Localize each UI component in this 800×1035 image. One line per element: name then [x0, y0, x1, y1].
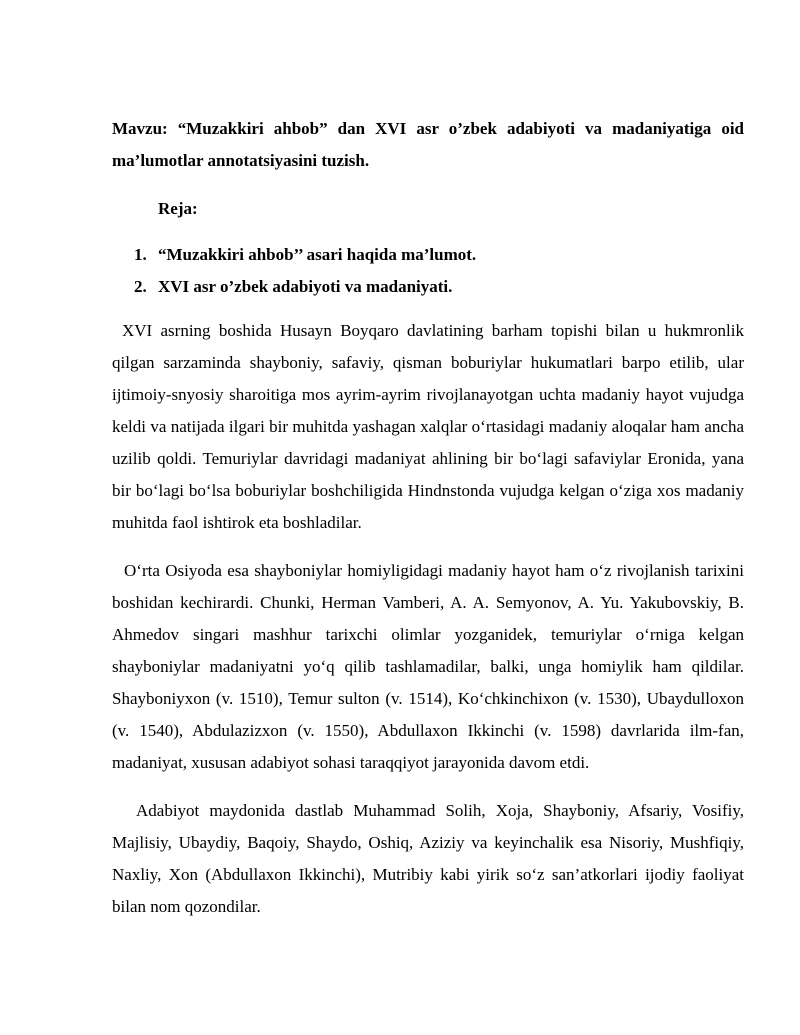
body-paragraph: Adabiyot maydonida dastlab Muhammad Solih, Xoja, Shayboniy, Afsariy, Vosifiy, Majlisiy, Ubaydiy, Baqoiy, Shaydo, Oshiq, Aziziy va keyinchalik esa Nisoriy, Mushfiqiy, Naxliy, Xon (Abdullaxon Ikkinchi), Mutribiy kabi yirik so‘z san’atkorlari ijodiy faoliyat bilan nom qozondilar.: [112, 801, 744, 916]
plan-list: [112, 239, 744, 303]
plan-item-text: XVI asr o’zbek adabiyoti va madaniyati.: [158, 277, 453, 296]
plan-item-text: “Muzakkiri ahbob’’ asari haqida ma’lumot.: [158, 245, 477, 264]
document-title: Mavzu: “Muzakkiri ahbob” dan XVI asr o’zbek adabiyoti va madaniyatiga oid ma’lumotlar annotatsiyasini tuzish.: [112, 119, 744, 170]
plan-item-number: 1.: [134, 245, 147, 264]
plan-heading: Reja:: [158, 199, 198, 218]
body-paragraph: O‘rta Osiyoda esa shayboniylar homiyligidagi madaniy hayot ham o‘z rivojlanish tarixini boshidan kechirardi. Chunki, Herman Vamberi, A. A. Semyonov, A. Yu. Yakubovskiy, B. Ahmedov singari mashhur tarixchi olimlar yozganidek, temuriylar o‘rniga kelgan shayboniylar madaniyatni yo‘q qilib tashlamadilar, balki, unga homiylik ham qildilar. Shayboniyxon (v. 1510), Temur sulton (v. 1514), Ko‘chkinchixon (v. 1530), Ubaydulloxon (v. 1540), Abdulazizxon (v. 1550), Abdullaxon Ikkinchi (v. 1598) davrlarida ilm-fan, madaniyat, xususan adabiyot sohasi taraqqiyot jarayonida davom etdi.: [112, 561, 744, 772]
plan-item-number: 2.: [134, 277, 147, 296]
document-page: [112, 113, 744, 923]
plan-item: [112, 239, 744, 271]
body-paragraph: XVI asrning boshida Husayn Boyqaro davlatining barham topishi bilan u hukmronlik qilgan sarzaminda shayboniy, safaviy, qisman boburiylar hukumatlari barpo etilib, ular ijtimoiy-snyosiy sharoitiga mos ayrim-ayrim rivojlanayotgan uchta madaniy hayot vujudga keldi va natijada ilgari bir muhitda yashagan xalqlar o‘rtasidagi madaniy aloqalar ham ancha uzilib qoldi. Temuriylar davridagi madaniyat ahlining bir bo‘lagi safaviylar Eronida, yana bir bo‘lagi bo‘lsa boburiylar boshchiligida Hindnstonda vujudga kelgan o‘ziga xos madaniy muhitda faol ishtirok eta boshladilar.: [112, 321, 744, 532]
plan-item: [112, 271, 744, 303]
